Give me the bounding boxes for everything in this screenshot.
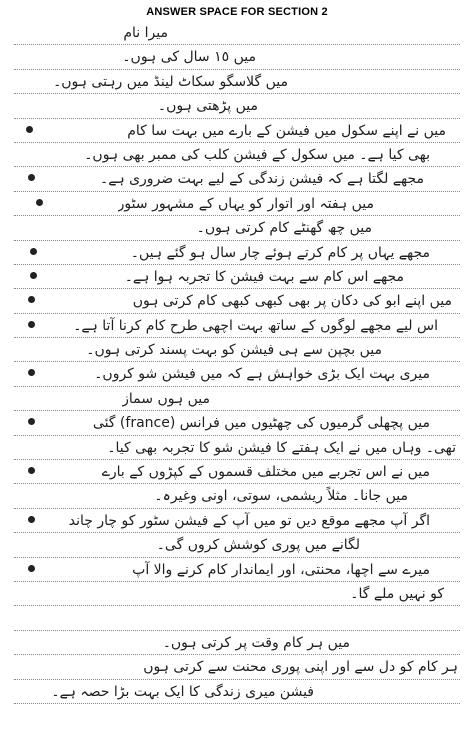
handwritten-text: میں گلاسگو سکاٹ لینڈ میں رہتی ہوں۔ (53, 73, 288, 90)
answer-line (14, 119, 460, 143)
handwritten-text: میں بچپن سے ہی فیشن کو بہت پسند کرتی ہوں۔ (86, 342, 382, 359)
handwritten-text: میں ١٥ سال کی ہوں۔ (122, 49, 256, 66)
answer-line (14, 94, 460, 118)
answer-line (14, 509, 460, 533)
answer-lines (14, 21, 460, 704)
handwritten-text: ہر کام کو دل سے اور اپنی پوری محنت سے کرتی ہوں (143, 659, 458, 676)
handwritten-text: میں جانا۔ مثلاً ریشمی، سوتی، اونی وغیرہ۔ (154, 488, 408, 505)
answer-line (14, 655, 460, 679)
handwritten-text: میں نے اپنے سکول میں فیشن کے بارے میں بہت سا کام (127, 122, 446, 139)
answer-line (14, 680, 460, 704)
handwritten-text: میں ہر کام وقت پر کرتی ہوں۔ (162, 634, 350, 651)
answer-line (14, 314, 460, 338)
answer-line (14, 21, 460, 45)
answer-line (14, 265, 460, 289)
handwritten-text: لگانے میں پوری کوشش کروں گی۔ (156, 537, 360, 554)
bullet-dot-icon (30, 272, 37, 279)
answer-line (14, 631, 460, 655)
handwritten-text: فیشن میری زندگی کا ایک بہت بڑا حصہ ہے۔ (51, 683, 314, 700)
handwritten-text: میں اپنے ابو کی دکان پر بھی کبھی کبھی کام کرتی ہوں (132, 293, 452, 310)
bullet-dot-icon (26, 126, 33, 133)
answer-line (14, 533, 460, 557)
bullet-dot-icon (36, 199, 43, 206)
bullet-dot-icon (28, 296, 35, 303)
handwritten-text: کو نہیں ملے گا۔ (350, 585, 444, 602)
bullet-dot-icon (28, 369, 35, 376)
bullet-dot-icon (28, 418, 35, 425)
answer-line (14, 606, 460, 630)
handwritten-text: میرے سے اچھا، محنتی، اور ایماندار کام کرنے والا آپ (132, 561, 430, 578)
handwritten-text: مجھے لگتا ہے کہ فیشن زندگی کے لیے بہت ضروری ہے۔ (100, 171, 424, 188)
bullet-dot-icon (28, 565, 35, 572)
answer-line (14, 338, 460, 362)
handwritten-text: میں چھ گھنٹے کام کرتی ہوں۔ (196, 220, 372, 237)
answer-line (14, 45, 460, 69)
handwritten-text: مجھے اس کام سے بہت فیشن کا تجربہ ہوا ہے۔ (124, 268, 404, 285)
answer-line (14, 289, 460, 313)
bullet-dot-icon (28, 321, 35, 328)
answer-line (14, 436, 460, 460)
handwritten-text: میں پڑھتی ہوں۔ (157, 98, 258, 115)
handwritten-text: اس لیے مجھے لوگوں کے ساتھ بہت اچھی طرح کام کرنا آتا ہے۔ (73, 317, 438, 334)
handwritten-text: میرا نام (123, 25, 168, 41)
answer-line (14, 558, 460, 582)
handwritten-text: میں نے اس تجربے میں مختلف قسموں کے کپڑوں کے بارے (101, 464, 430, 481)
answer-line (14, 70, 460, 94)
handwritten-text: میں ہوں سماز (122, 390, 210, 407)
handwritten-text: میں پچھلی گرمیوں کی چھٹیوں میں فرانس (france) گئی (92, 415, 430, 432)
answer-line (14, 484, 460, 508)
answer-line (14, 387, 460, 411)
bullet-dot-icon (28, 174, 35, 181)
handwritten-text: تھی۔ وہاں میں نے ایک ہفتے کا فیشن شو کا تجربہ بھی کیا۔ (107, 439, 456, 456)
handwritten-text: مجھے یہاں پر کام کرتے ہوئے چار سال ہو گئے ہیں۔ (130, 244, 430, 261)
handwritten-text: میں ہفتہ اور اتوار کو یہاں کے مشہور سٹور (117, 195, 374, 212)
answer-line (14, 411, 460, 435)
answer-line (14, 216, 460, 240)
answer-line (14, 460, 460, 484)
answer-line (14, 143, 460, 167)
section-header: ANSWER SPACE FOR SECTION 2 (146, 6, 328, 18)
answer-line (14, 167, 460, 191)
bullet-dot-icon (28, 467, 35, 474)
handwritten-text: اگر آپ مجھے موقع دیں تو میں آپ کے فیشن سٹور کو چار چاند (68, 512, 430, 529)
handwritten-text: میری بہت ایک بڑی خواہش ہے کہ میں فیشن شو کروں۔ (94, 366, 430, 383)
handwritten-text: بھی کیا ہے۔ میں سکول کے فیشن کلب کی ممبر بھی ہوں۔ (84, 146, 430, 163)
answer-line (14, 582, 460, 606)
answer-line (14, 192, 460, 216)
bullet-dot-icon (28, 516, 35, 523)
answer-line (14, 241, 460, 265)
bullet-dot-icon (30, 248, 37, 255)
answer-line (14, 362, 460, 386)
